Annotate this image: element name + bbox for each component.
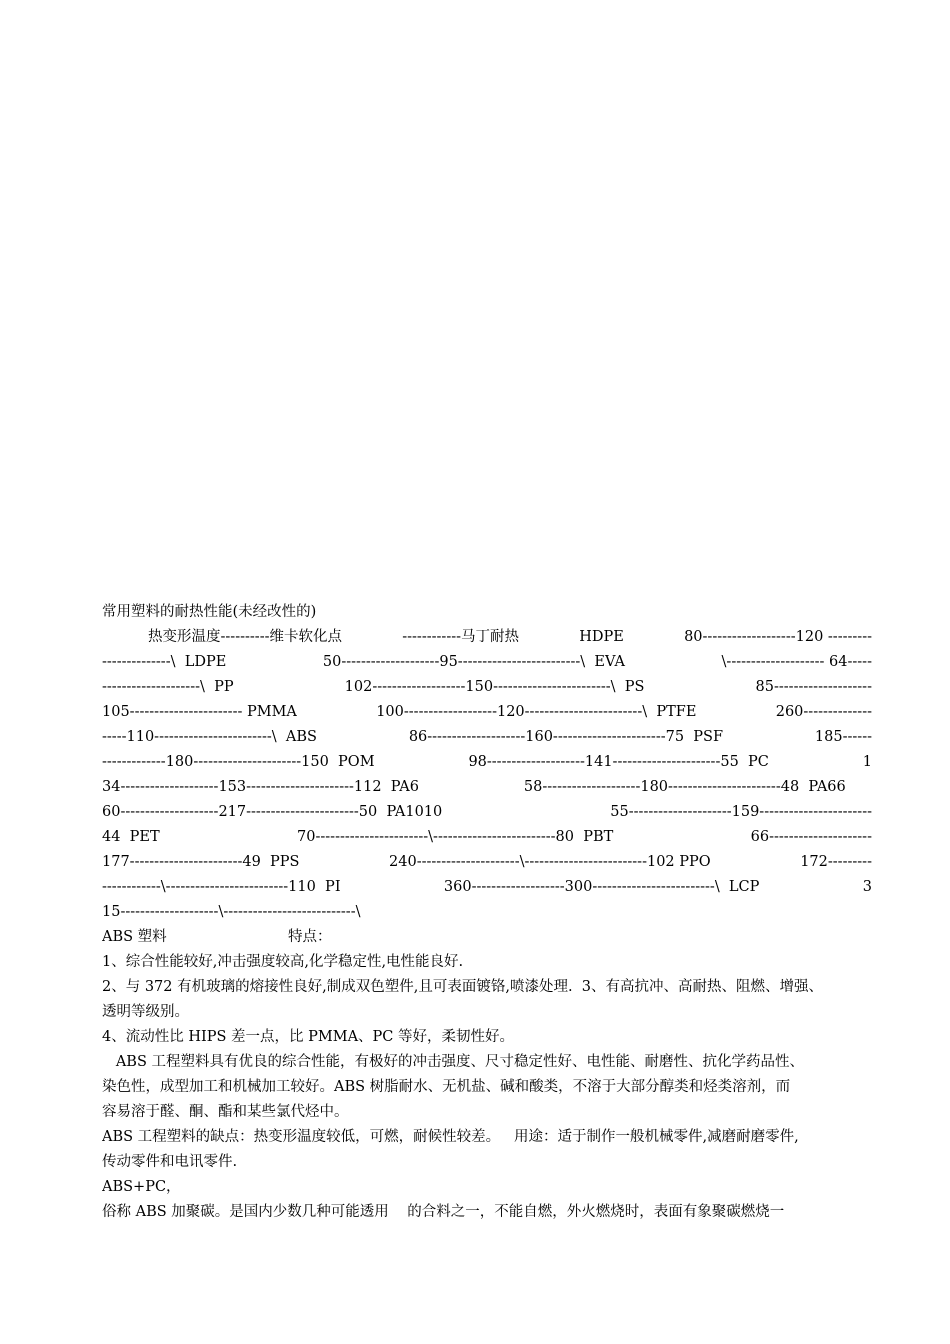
table-segment: 100-------------------120------------------------\ PTFE [376, 704, 697, 720]
table-line [102, 625, 872, 650]
table-segment: 260-------------- [775, 704, 872, 720]
table-segment: 55---------------------159----------------------- [610, 804, 872, 820]
paragraph-line: ABS 工程塑料的缺点：热变形温度较低，可燃，耐候性较差。 用途：适于制作一般机械零件,减磨耐磨零件, [102, 1129, 799, 1145]
table-segment: -------------180----------------------150 POM [102, 754, 375, 770]
table-segment: 80-------------------120 --------- [684, 629, 872, 645]
abs-heading-label: ABS 塑料 [102, 929, 167, 945]
table-line [102, 750, 872, 775]
table-line [102, 900, 872, 925]
table-segment: 44 PET [102, 829, 160, 845]
paragraph-line: ABS 工程塑料具有优良的综合性能，有极好的冲击强度、尺寸稳定性好、电性能、耐磨性、抗化学药品性、 [102, 1054, 804, 1070]
document-body [102, 600, 872, 1225]
document-title: 常用塑料的耐热性能(未经改性的) [102, 604, 317, 620]
table-segment: ------------马丁耐热 [402, 629, 520, 645]
table-line [102, 800, 872, 825]
table-line [102, 650, 872, 675]
table-segment: 102-------------------150------------------------\ PS [344, 679, 645, 695]
table-line [102, 675, 872, 700]
table-segment: HDPE [579, 629, 624, 645]
table-line [102, 700, 872, 725]
table-segment: --------------------\ PP [102, 679, 234, 695]
table-segment: 热变形温度----------维卡软化点 [148, 629, 342, 645]
paragraph-line: 传动零件和电讯零件. [102, 1154, 238, 1170]
table-segment: 98--------------------141----------------------55 PC [468, 754, 769, 770]
table-segment: 70-----------------------\-------------------------80 PBT [297, 829, 614, 845]
table-segment: 3 [862, 879, 872, 895]
table-segment: 360-------------------300-------------------------\ LCP [443, 879, 760, 895]
table-segment: 50--------------------95-------------------------\ EVA [322, 654, 625, 670]
paragraph-line: 4、流动性比 HIPS 差一点，比 PMMA、PC 等好，柔韧性好。 [102, 1029, 514, 1045]
table-line [102, 775, 872, 800]
paragraph-line: 透明等级别。 [102, 1004, 189, 1020]
table-segment: 177-----------------------49 PPS [102, 854, 300, 870]
table-line [102, 825, 872, 850]
paragraph-line: 染色性，成型加工和机械加工较好。ABS 树脂耐水、无机盐、碱和酸类，不溶于大部分醇类和烃类溶剂，而 [102, 1079, 791, 1095]
table-segment: 172--------- [800, 854, 872, 870]
abs-features-label: 特点： [288, 929, 332, 945]
table-segment: 105----------------------- PMMA [102, 704, 297, 720]
table-segment: 86--------------------160-----------------------75 PSF [408, 729, 724, 745]
paragraph-line: 1、综合性能较好,冲击强度较高,化学稳定性,电性能良好. [102, 954, 464, 970]
table-segment: 58--------------------180-----------------------48 PA66 [523, 779, 846, 795]
paragraph-line: 容易溶于醛、酮、酯和某些氯代烃中。 [102, 1104, 349, 1120]
table-segment: ------------\-------------------------110 PI [102, 879, 341, 895]
table-segment: 85-------------------- [755, 679, 872, 695]
heat-resistance-table [102, 625, 872, 925]
paragraph-line: 俗称 ABS 加聚碳。是国内少数几种可能透用 的合料之一，不能自燃，外火燃烧时，表面有象聚碳燃烧一 [102, 1204, 785, 1220]
paragraph-line: ABS+PC， [102, 1179, 181, 1195]
paragraph-line: 2、与 372 有机玻璃的熔接性良好,制成双色塑件,且可表面镀铬,喷漆处理. 3、有高抗冲、高耐热、阻燃、增强、 [102, 979, 823, 995]
table-line [102, 725, 872, 750]
table-segment: 185------ [814, 729, 872, 745]
table-segment: 15--------------------\---------------------------\ [102, 904, 361, 920]
table-segment: \-------------------- 64----- [721, 654, 872, 670]
table-segment: 66--------------------- [750, 829, 872, 845]
table-segment: 60--------------------217-----------------------50 PA1010 [102, 804, 443, 820]
table-segment: 1 [862, 754, 872, 770]
abs-heading [102, 925, 872, 950]
table-line [102, 850, 872, 875]
table-segment: --------------\ LDPE [102, 654, 227, 670]
table-segment: 240---------------------\-------------------------102 PPO [389, 854, 711, 870]
table-line [102, 875, 872, 900]
table-segment: -----110------------------------\ ABS [102, 729, 317, 745]
table-segment: 34--------------------153----------------------112 PA6 [102, 779, 419, 795]
abs-description [102, 950, 872, 1225]
